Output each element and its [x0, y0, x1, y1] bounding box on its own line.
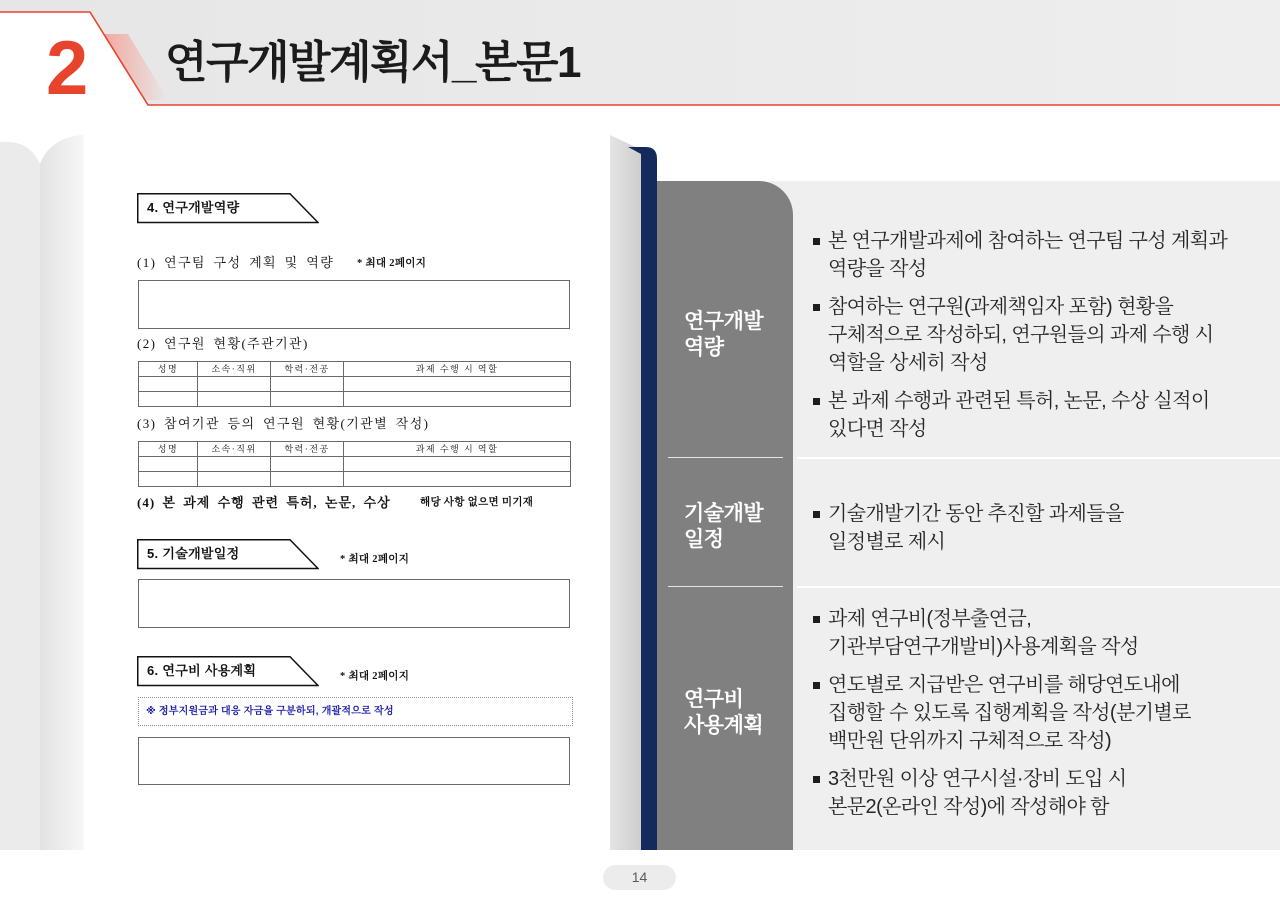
bullet-line: 구체적으로 작성하되, 연구원들의 과제 수행 시 — [828, 324, 1214, 346]
bullet-item — [812, 293, 1272, 377]
table-cell — [271, 377, 344, 392]
row-label-research-capability — [684, 309, 763, 361]
bullet-line: 역량을 작성 — [828, 258, 927, 280]
bullet-list-budget-plan — [812, 605, 1272, 831]
bullet-item — [812, 387, 1272, 443]
bullet-marker — [813, 398, 820, 405]
bullet-line: 참여하는 연구원(과제책임자 포함) 현황을 — [828, 296, 1174, 318]
schedule-box — [138, 579, 570, 628]
item-label-team-plan: (1) 연구팀 구성 계획 및 역량 — [137, 255, 335, 270]
bullet-line: 백만원 단위까지 구체적으로 작성) — [828, 730, 1112, 752]
table-cell — [344, 377, 571, 392]
funding-notice: ※ 정부지원금과 대응 자금을 구분하되, 개괄적으로 작성 — [138, 697, 573, 726]
bullet-item — [812, 671, 1272, 755]
table-cell — [139, 457, 198, 472]
section-heading-label: 6. 연구비 사용계획 — [147, 663, 257, 678]
row-label-line: 사용계획 — [684, 714, 764, 737]
table-cell — [344, 392, 571, 407]
bullet-item — [812, 765, 1272, 821]
page-title: 연구개발계획서_본문1 — [165, 38, 580, 87]
bullet-line: 일정별로 제시 — [828, 531, 946, 553]
table-cell — [198, 377, 271, 392]
page-limit-note: * 최대 2페이지 — [340, 671, 410, 682]
team-plan-box — [138, 280, 570, 329]
bullet-marker — [813, 682, 820, 689]
bullet-line: 본문2(온라인 작성)에 작성해야 함 — [828, 796, 1109, 818]
page-number: 14 — [603, 865, 676, 890]
table-cell — [344, 457, 571, 472]
page-stack-left — [0, 142, 40, 850]
row-label-line: 일정 — [684, 528, 724, 551]
table-cell — [139, 392, 198, 407]
bullet-line: 연도별로 지급받은 연구비를 해당연도내에 — [828, 674, 1180, 696]
bullet-marker — [813, 238, 820, 245]
table-header-cell: 과제 수행 시 역할 — [344, 442, 571, 457]
achievements-note: 해당 사항 없으면 미기재 — [420, 497, 534, 508]
bullet-line: 기술개발기간 동안 추진할 과제들을 — [828, 503, 1124, 525]
table-cell — [271, 457, 344, 472]
table-header-cell: 학력·전공 — [271, 362, 344, 377]
section-heading-label: 4. 연구개발역량 — [147, 200, 240, 215]
row-label-line: 역량 — [684, 336, 724, 359]
bullet-marker — [813, 304, 820, 311]
bullet-line: 기관부담연구개발비)사용계획을 작성 — [828, 636, 1139, 658]
section-heading-5 — [137, 539, 319, 570]
page-limit-note: * 최대 2페이지 — [340, 554, 410, 565]
row-divider — [797, 457, 1280, 459]
table-row — [139, 472, 571, 487]
row-divider — [797, 586, 1280, 588]
bullet-marker — [813, 616, 820, 623]
table-header-cell: 성명 — [139, 442, 198, 457]
bullet-line: 과제 연구비(정부출연금, — [828, 608, 1032, 630]
table-header-cell: 성명 — [139, 362, 198, 377]
section-heading-6 — [137, 656, 319, 687]
bullet-marker — [813, 511, 820, 518]
table-row — [139, 392, 571, 407]
table-header-cell: 학력·전공 — [271, 442, 344, 457]
row-label-line: 연구비 — [684, 688, 744, 711]
row-label-budget-plan — [684, 687, 763, 739]
partner-researcher-table — [138, 441, 571, 487]
section-number: 2 — [46, 26, 87, 111]
bullet-list-research-capability — [812, 227, 1272, 453]
bullet-line: 본 연구개발과제에 참여하는 연구팀 구성 계획과 — [828, 230, 1228, 252]
table-cell — [344, 472, 571, 487]
table-header-cell: 과제 수행 시 역할 — [344, 362, 571, 377]
page-gutter — [610, 135, 642, 850]
table-cell — [271, 392, 344, 407]
label-divider — [668, 457, 783, 458]
table-cell — [271, 472, 344, 487]
bullet-item — [812, 605, 1272, 661]
table-cell — [139, 377, 198, 392]
row-label-line: 연구개발 — [684, 310, 764, 333]
table-cell — [198, 392, 271, 407]
bullet-line: 집행할 수 있도록 집행계획을 작성(분기별로 — [828, 702, 1191, 724]
label-divider — [668, 586, 783, 587]
budget-plan-box — [138, 737, 570, 785]
bullet-item — [812, 500, 1272, 556]
bullet-list-schedule — [812, 500, 1272, 566]
bullet-line: 본 과제 수행과 관련된 특허, 논문, 수상 실적이 — [828, 390, 1210, 412]
item-label-lead-researchers: (2) 연구원 현황(주관기관) — [137, 336, 309, 351]
row-label-schedule — [684, 501, 763, 553]
bullet-line: 3천만원 이상 연구시설·장비 도입 시 — [828, 768, 1127, 790]
lead-researcher-table — [138, 361, 571, 407]
table-header-cell: 소속·직위 — [198, 442, 271, 457]
item-label-achievements: (4) 본 과제 수행 관련 특허, 논문, 수상 — [137, 495, 391, 510]
page-curl — [40, 135, 84, 850]
table-cell — [198, 472, 271, 487]
bullet-line: 있다면 작성 — [828, 418, 927, 440]
bullet-marker — [813, 776, 820, 783]
table-header-row — [139, 442, 571, 457]
bullet-item — [812, 227, 1272, 283]
table-row — [139, 457, 571, 472]
table-header-cell: 소속·직위 — [198, 362, 271, 377]
row-label-line: 기술개발 — [684, 502, 764, 525]
bullet-line: 역할을 상세히 작성 — [828, 352, 988, 374]
table-row — [139, 377, 571, 392]
table-cell — [139, 472, 198, 487]
page-limit-note: * 최대 2페이지 — [357, 258, 427, 269]
table-cell — [198, 457, 271, 472]
section-heading-4 — [137, 193, 319, 224]
item-label-partner-researchers: (3) 참여기관 등의 연구원 현황(기관별 작성) — [137, 416, 430, 431]
table-header-row — [139, 362, 571, 377]
section-heading-label: 5. 기술개발일정 — [147, 546, 240, 561]
